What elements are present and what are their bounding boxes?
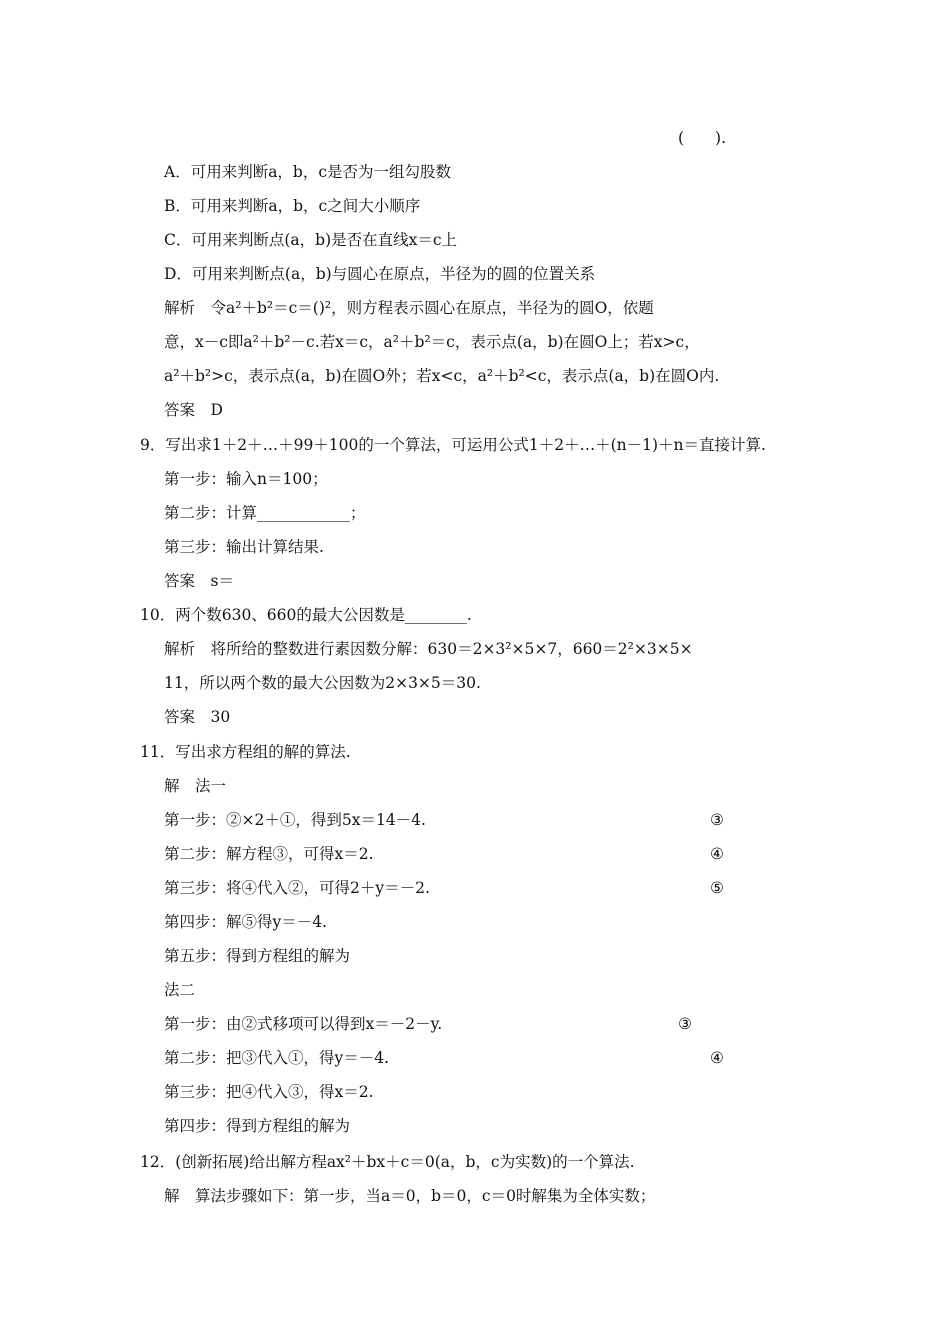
text-line: 10．两个数630、660的最大公因数是________.	[140, 606, 472, 624]
text-line: 11，所以两个数的最大公因数为2×3×5＝30.	[164, 674, 481, 692]
text-line: B．可用来判断a，b，c之间大小顺序	[164, 197, 421, 215]
text-line: 法二	[164, 981, 196, 999]
text-line: 第三步：输出计算结果.	[164, 538, 324, 556]
text-line: 第五步：得到方程组的解为	[164, 947, 351, 965]
text-line: 第一步：输入n＝100；	[164, 470, 328, 488]
text-line: C．可用来判断点(a，b)是否在直线x＝c上	[164, 231, 458, 249]
text-line: 解 法一	[164, 777, 227, 795]
text-line: 答案 D	[164, 401, 223, 419]
text-line: 第二步：把③代入①，得y＝－4.	[164, 1049, 390, 1067]
text-line: 12．(创新拓展)给出解方程ax²＋bx＋c＝0(a，b，c为实数)的一个算法.	[140, 1153, 635, 1171]
text-line: D．可用来判断点(a，b)与圆心在原点，半径为的圆的位置关系	[164, 265, 596, 283]
text-line: 第三步：将④代入②，可得2＋y＝－2.	[164, 879, 430, 897]
text-line: 第一步：②×2＋①，得到5x＝14－4.	[164, 811, 426, 829]
text-line: 意，x－c即a²＋b²－c.若x＝c，a²＋b²＝c，表示点(a，b)在圆O上；若x>c，	[164, 333, 700, 351]
text-line: 第二步：计算____________；	[164, 504, 366, 522]
text-line: 解析 令a²＋b²＝c＝()²，则方程表示圆心在原点，半径为的圆O，依题	[164, 299, 654, 317]
text-line: ( ).	[678, 129, 727, 147]
text-line: A．可用来判断a，b，c是否为一组勾股数	[164, 163, 452, 181]
text-line: 解析 将所给的整数进行素因数分解：630＝2×3²×5×7，660＝2²×3×5×	[164, 640, 693, 658]
text-line: 第四步：解⑤得y＝－4.	[164, 913, 328, 931]
text-line: a²＋b²>c，表示点(a，b)在圆O外；若x<c，a²＋b²<c，表示点(a，b)在圆O内.	[164, 367, 720, 385]
text-line: 第一步：由②式移项可以得到x＝－2－y.	[164, 1015, 443, 1033]
text-line: 答案 s＝	[164, 572, 234, 590]
equation-number: ③	[678, 1015, 692, 1033]
text-line: 第三步：把④代入③，得x＝2.	[164, 1083, 374, 1101]
equation-number: ⑤	[710, 879, 724, 897]
text-line: 9．写出求1＋2＋…＋99＋100的一个算法，可运用公式1＋2＋…＋(n－1)＋n＝直接计算.	[140, 436, 766, 454]
equation-number: ④	[710, 1049, 724, 1067]
text-line: 第二步：解方程③，可得x＝2.	[164, 845, 374, 863]
text-line: 答案 30	[164, 708, 231, 726]
text-line: 第四步：得到方程组的解为	[164, 1117, 351, 1135]
equation-number: ④	[710, 845, 724, 863]
text-line: 解 算法步骤如下：第一步，当a＝0，b＝0，c＝0时解集为全体实数；	[164, 1187, 656, 1205]
text-line: 11．写出求方程组的解的算法.	[140, 743, 351, 761]
equation-number: ③	[710, 811, 724, 829]
